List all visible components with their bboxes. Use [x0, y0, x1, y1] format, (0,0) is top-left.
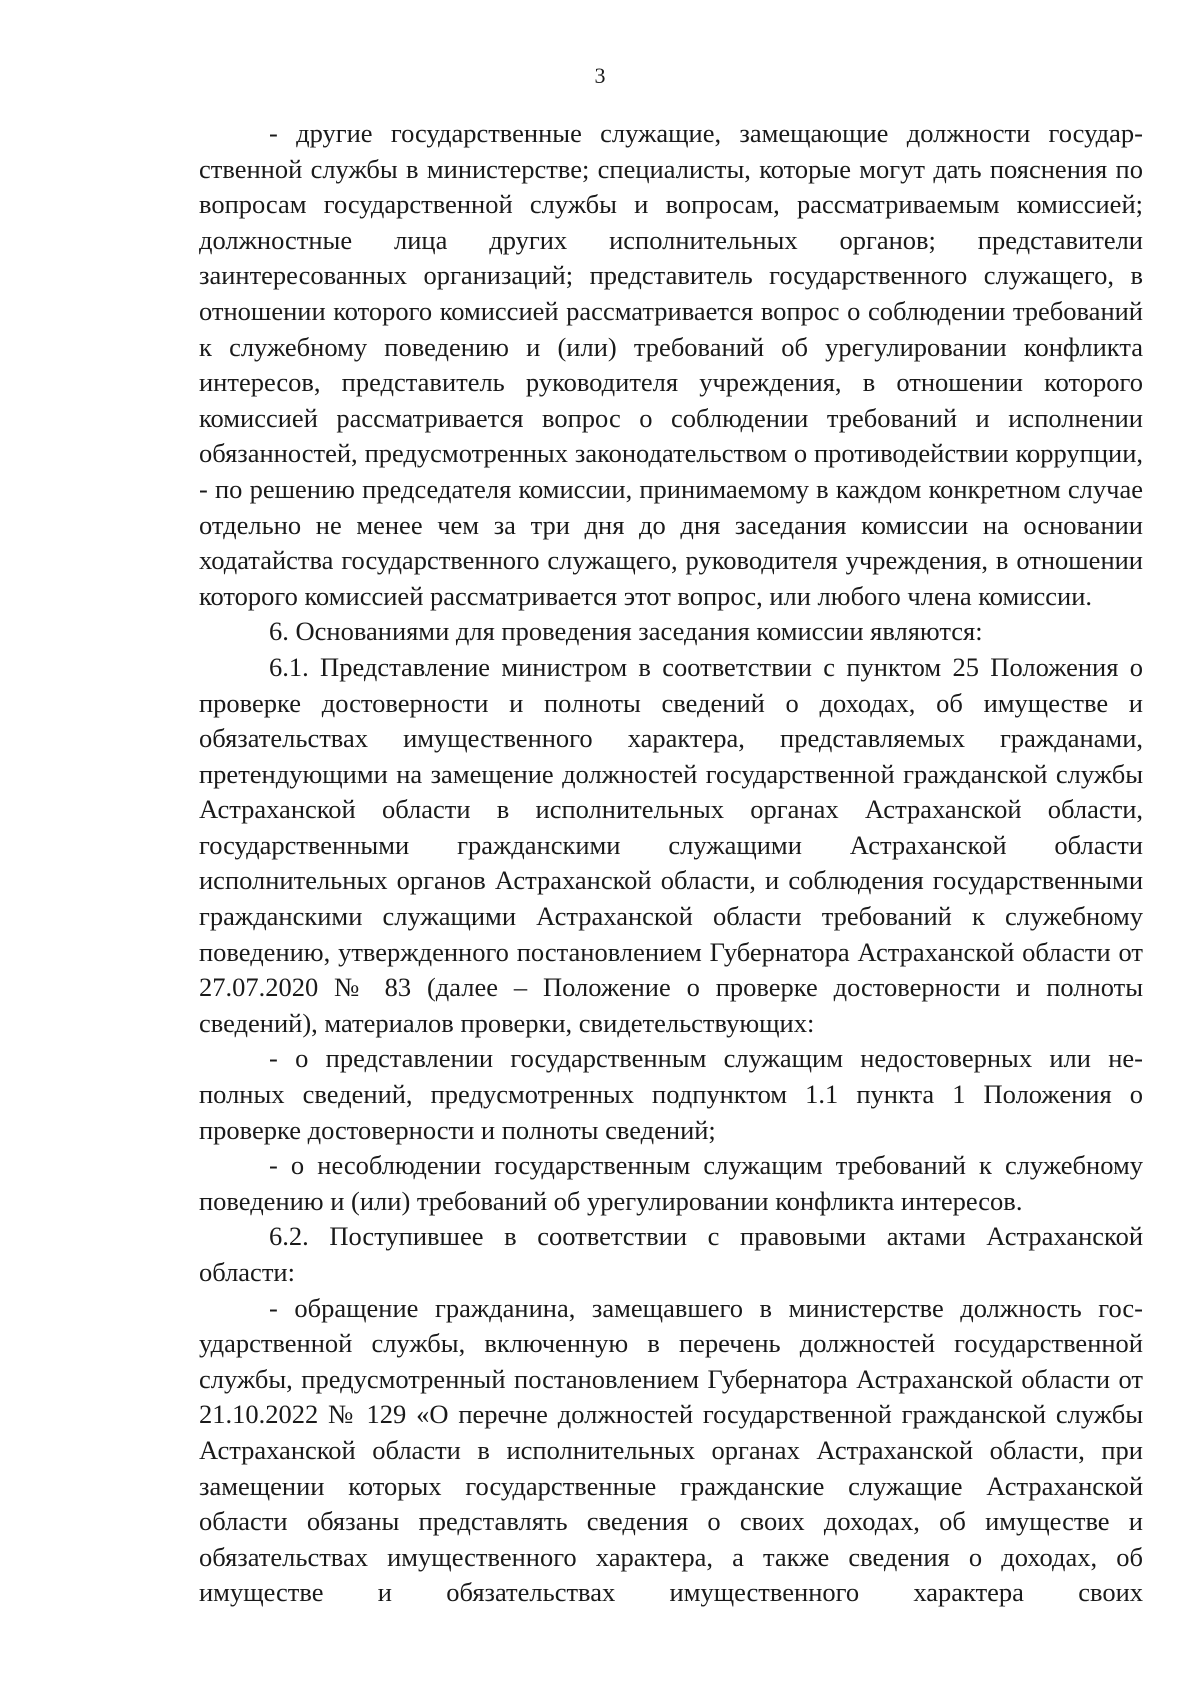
paragraph-other-participants: - другие государственные служащие, замещающие должности государственной службы в министерстве; специалисты, которые могут дать пояснения по вопросам государственной службы и вопросам, рассматриваемым комиссией; должностные лица других исполнительных органов; представители заинтересованных организаций; представитель государственного служащего, в отношении которого комиссией рассматривается вопрос о соблюдении требований к служебному поведению и (или) требований об урегулировании конфликта интересов, представитель руководителя учреждения, в отношении которого комиссией рассматривается вопрос о соблюдении требований и исполнении обязанностей, предусмотренных законодательством о противодействии коррупции, - по решению председателя комиссии, принимаемому в каждом конкретном случае отдельно не менее чем за три дня до дня заседания комиссии на основании ходатайства государственного служащего, руководителя учреждения, в отношении которого комиссией рассматривается этот вопрос, или любого члена комиссии.	[199, 118, 1143, 611]
document-body	[199, 116, 1143, 1611]
page-number: 3	[594, 63, 606, 88]
paragraph-item-nonobservance: - о несоблюдении государственным служащим требований к служебному поведению и (или) требований об урегулировании конфликта интересов.	[199, 1150, 1143, 1216]
paragraph-section-6-1: 6.1. Представление министром в соответствии с пунктом 25 Положения о проверке достоверности и полноты сведений о доходах, об имуществе и обязательствах имущественного характера, представляемых гражданами, претендующими на замещение должностей государственной гражданской службы Астраханской области в исполнительных органах Астраханской области, государственными гражданскими служащими Астраханской области исполнительных органов Астраханской области, и соблюдения государственными гражданскими служащими Астраханской области требований к служебному поведению, утвержденного постановлением Губернатора Астраханской области от 27.07.2020 № 83 (далее – Положение о проверке достоверности и полноты сведений), материалов проверки, свидетельствующих:	[199, 651, 1143, 1038]
paragraph-section-6-2: 6.2. Поступившее в соответствии с правовыми актами Астраханской области:	[199, 1221, 1143, 1287]
paragraph-citizen-appeal: - обращение гражданина, замещавшего в министерстве должность государственной службы, включенную в перечень должностей государственной службы, предусмотренный постановлением Губернатора Астраханской области от 21.10.2022 № 129 «О перечне должностей государственной гражданской службы Астраханской области в исполнительных органах Астраханской области, при замещении которых государственные гражданские служащие Астраханской области обязаны представлять сведения о своих доходах, об имуществе и обязательствах имущественного характера, а также сведения о доходах, об имуществе и обязательствах имущественного характера своих	[199, 1292, 1143, 1608]
paragraph-section-6: 6. Основаниями для проведения заседания комиссии являются:	[269, 616, 983, 647]
paragraph-item-unreliable-info: - о представлении государственным служащим недостоверных или неполных сведений, предусмотренных подпунктом 1.1 пункта 1 Положения о проверке достоверности и полноты сведений;	[199, 1043, 1143, 1145]
